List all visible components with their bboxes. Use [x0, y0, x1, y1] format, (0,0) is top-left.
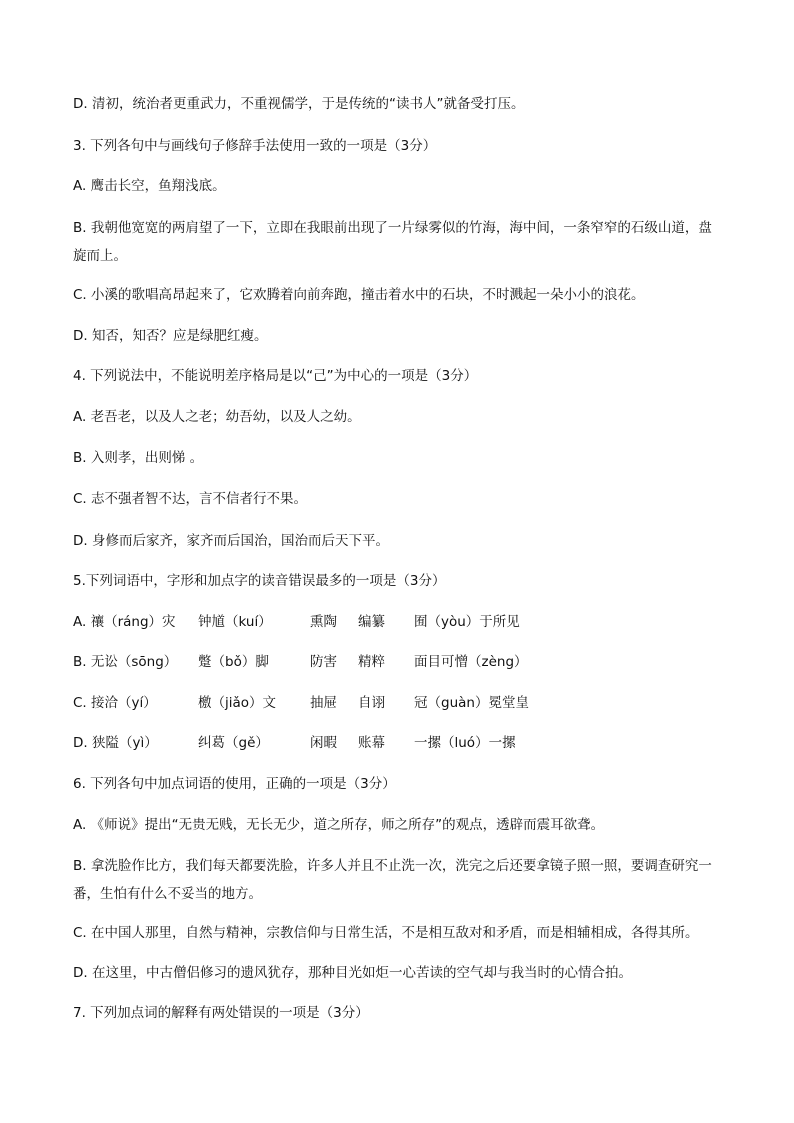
q5-a-item: 编纂	[358, 614, 385, 630]
q5-a-item: 熏陶	[310, 614, 337, 630]
q4-option-a: A. 老吾老，以及人之老；幼吾幼，以及人之幼。	[73, 409, 361, 425]
q5-a-item: 囿（yòu）于所见	[414, 614, 520, 630]
q4-option-d: D. 身修而后家齐，家齐而后国治，国治而后天下平。	[73, 533, 389, 549]
q2-option-d: D. 清初，统治者更重武力，不重视儒学，于是传统的“读书人”就备受打压。	[73, 96, 525, 112]
q5-d-item: 纠葛（gě）	[198, 735, 269, 751]
q5-c-item: 檄（jiǎo）文	[198, 695, 277, 711]
q5-b-item: B. 无讼（sōng）	[73, 654, 178, 670]
q3-option-c: C. 小溪的歌唱高昂起来了，它欢腾着向前奔跑，撞击着水中的石块，不时溅起一朵小小的浪花。	[73, 287, 645, 303]
q3-option-d: D. 知否，知否？应是绿肥红瘦。	[73, 328, 268, 344]
q5-c-item: 抽屉	[310, 695, 337, 711]
q6-option-c: C. 在中国人那里，自然与精神，宗教信仰与日常生活，不是相互敌对和矛盾，而是相辅相成，各得其所。	[73, 925, 699, 941]
q5-b-item: 面目可憎（zèng）	[414, 654, 528, 670]
q5-b-item: 蹩（bǒ）脚	[198, 654, 269, 670]
q5-d-item: 账幕	[358, 735, 385, 751]
q4-option-b: B. 入则孝，出则悌 。	[73, 450, 204, 466]
q3-stem: 3. 下列各句中与画线句子修辞手法使用一致的一项是（3分）	[73, 138, 437, 154]
q6-stem: 6. 下列各句中加点词语的使用，正确的一项是（3分）	[73, 776, 396, 792]
q5-a-item: A. 禳（ráng）灾	[73, 614, 176, 630]
q5-d-item: 闲暇	[310, 735, 337, 751]
q6-option-b: B. 拿洗脸作比方，我们每天都要洗脸，许多人并且不止洗一次，洗完之后还要拿镜子照一照，要调查研究一番，生怕有什么不妥当的地方。	[73, 858, 712, 902]
q5-c-item: 冠（guàn）冕堂皇	[414, 695, 529, 711]
q4-option-c: C. 志不强者智不达，言不信者行不果。	[73, 491, 308, 507]
q5-stem: 5.下列词语中，字形和加点字的读音错误最多的一项是（3分）	[73, 573, 446, 589]
q5-a-item: 钟馗（kuí）	[198, 614, 272, 630]
q6-option-d: D. 在这里，中古僧侣修习的遗风犹存，那种目光如炬一心苦读的空气却与我当时的心情合拍。	[73, 965, 632, 981]
q3-option-a: A. 鹰击长空，鱼翔浅底。	[73, 178, 226, 194]
q3-option-b: B. 我朝他宽宽的两肩望了一下，立即在我眼前出现了一片绿雾似的竹海，海中间，一条窄窄的石级山道，盘旋而上。	[73, 220, 712, 264]
q4-stem: 4. 下列说法中，不能说明差序格局是以“己”为中心的一项是（3分）	[73, 368, 478, 384]
q5-d-item: 一摞（luó）一摞	[414, 735, 516, 751]
q5-c-item: C. 接洽（yí）	[73, 695, 157, 711]
q6-option-a: A. 《师说》提出“无贵无贱，无长无少，道之所存，师之所存”的观点，透辟而震耳欲聋。	[73, 817, 605, 833]
q5-c-item: 自诩	[358, 695, 385, 711]
q5-b-item: 精粹	[358, 654, 385, 670]
q7-stem: 7. 下列加点词的解释有两处错误的一项是（3分）	[73, 1005, 369, 1021]
q5-b-item: 防害	[310, 654, 337, 670]
q5-d-item: D. 狭隘（yì）	[73, 735, 158, 751]
